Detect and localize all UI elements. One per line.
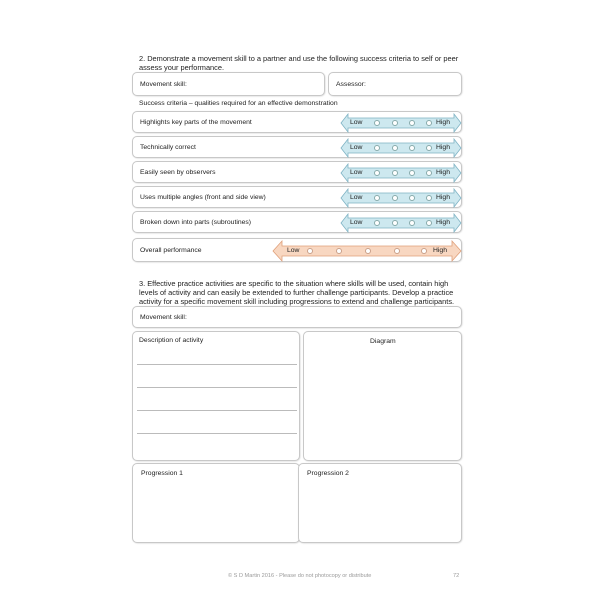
- movement-skill-label: Movement skill:: [140, 81, 187, 88]
- question-2-text: 2. Demonstrate a movement skill to a partner and use the following success criteria to self or peer assess your performance.: [139, 54, 459, 72]
- rating-option[interactable]: [426, 120, 432, 126]
- movement-skill-label: Movement skill:: [140, 314, 187, 321]
- criterion-row: [132, 161, 462, 183]
- scale-low-label: Low: [350, 218, 363, 226]
- criterion-label: Technically correct: [140, 143, 196, 151]
- progression-2-label: Progression 2: [307, 470, 349, 477]
- rating-option[interactable]: [374, 220, 380, 226]
- writing-line: [137, 387, 297, 388]
- scale-low-label: Low: [350, 118, 363, 126]
- progression-1-label: Progression 1: [141, 470, 183, 477]
- writing-line: [137, 433, 297, 434]
- rating-option[interactable]: [409, 220, 415, 226]
- rating-option[interactable]: [307, 248, 313, 254]
- description-of-activity-box[interactable]: [132, 331, 300, 461]
- scale-low-label: Low: [287, 246, 300, 254]
- scale-high-label: High: [433, 246, 447, 254]
- movement-skill-field-q3[interactable]: [132, 306, 462, 328]
- rating-option[interactable]: [409, 120, 415, 126]
- criterion-row: [132, 111, 462, 133]
- description-of-activity-label: Description of activity: [139, 337, 204, 344]
- rating-scale[interactable]: [341, 137, 461, 159]
- rating-option[interactable]: [421, 248, 427, 254]
- rating-option[interactable]: [374, 195, 380, 201]
- rating-option[interactable]: [426, 220, 432, 226]
- criterion-row: [132, 136, 462, 158]
- assessor-field[interactable]: [328, 72, 462, 96]
- scale-high-label: High: [436, 193, 450, 201]
- rating-option[interactable]: [365, 248, 371, 254]
- scale-high-label: High: [436, 168, 450, 176]
- criterion-label: Uses multiple angles (front and side view): [140, 193, 266, 201]
- rating-option[interactable]: [374, 170, 380, 176]
- scale-low-label: Low: [350, 168, 363, 176]
- criterion-label: Broken down into parts (subroutines): [140, 218, 252, 226]
- rating-option[interactable]: [409, 170, 415, 176]
- criterion-row: [132, 186, 462, 208]
- rating-scale[interactable]: [341, 212, 461, 234]
- diagram-box[interactable]: [303, 331, 462, 461]
- question-3-text: 3. Effective practice activities are specific to the situation where skills will be used, contain high levels of activity and can easily be extended to further challenge participants. Develop a practice activity for a specific movement skill including progressions to extend and challenge participants.: [139, 279, 455, 306]
- overall-rating-scale[interactable]: [273, 240, 461, 262]
- overall-performance-row: [132, 238, 462, 262]
- rating-option[interactable]: [374, 145, 380, 151]
- progression-1-box[interactable]: [132, 463, 300, 543]
- writing-line: [137, 364, 297, 365]
- rating-option[interactable]: [426, 145, 432, 151]
- criterion-row: [132, 211, 462, 233]
- criterion-label: Highlights key parts of the movement: [140, 118, 252, 126]
- rating-option[interactable]: [392, 170, 398, 176]
- assessor-label: Assessor:: [336, 81, 366, 88]
- overall-performance-label: Overall performance: [140, 246, 202, 254]
- success-criteria-heading: Success criteria – qualities required for an effective demonstration: [139, 100, 338, 107]
- rating-option[interactable]: [374, 120, 380, 126]
- writing-line: [137, 410, 297, 411]
- movement-skill-field[interactable]: [132, 72, 325, 96]
- rating-scale[interactable]: [341, 112, 461, 134]
- scale-high-label: High: [436, 118, 450, 126]
- scale-high-label: High: [436, 143, 450, 151]
- scale-high-label: High: [436, 218, 450, 226]
- scale-low-label: Low: [350, 193, 363, 201]
- page-number: 72: [453, 573, 460, 579]
- scale-low-label: Low: [350, 143, 363, 151]
- rating-option[interactable]: [409, 195, 415, 201]
- rating-option[interactable]: [392, 120, 398, 126]
- criterion-label: Easily seen by observers: [140, 168, 216, 176]
- rating-option[interactable]: [426, 195, 432, 201]
- rating-option[interactable]: [392, 195, 398, 201]
- rating-option[interactable]: [392, 220, 398, 226]
- rating-option[interactable]: [392, 145, 398, 151]
- progression-2-box[interactable]: [298, 463, 462, 543]
- rating-option[interactable]: [409, 145, 415, 151]
- rating-option[interactable]: [336, 248, 342, 254]
- rating-option[interactable]: [426, 170, 432, 176]
- copyright-notice: © S D Martin 2016 - Please do not photocopy or distribute: [228, 573, 372, 579]
- rating-scale[interactable]: [341, 187, 461, 209]
- diagram-label: Diagram: [370, 338, 396, 345]
- rating-option[interactable]: [394, 248, 400, 254]
- rating-scale[interactable]: [341, 162, 461, 184]
